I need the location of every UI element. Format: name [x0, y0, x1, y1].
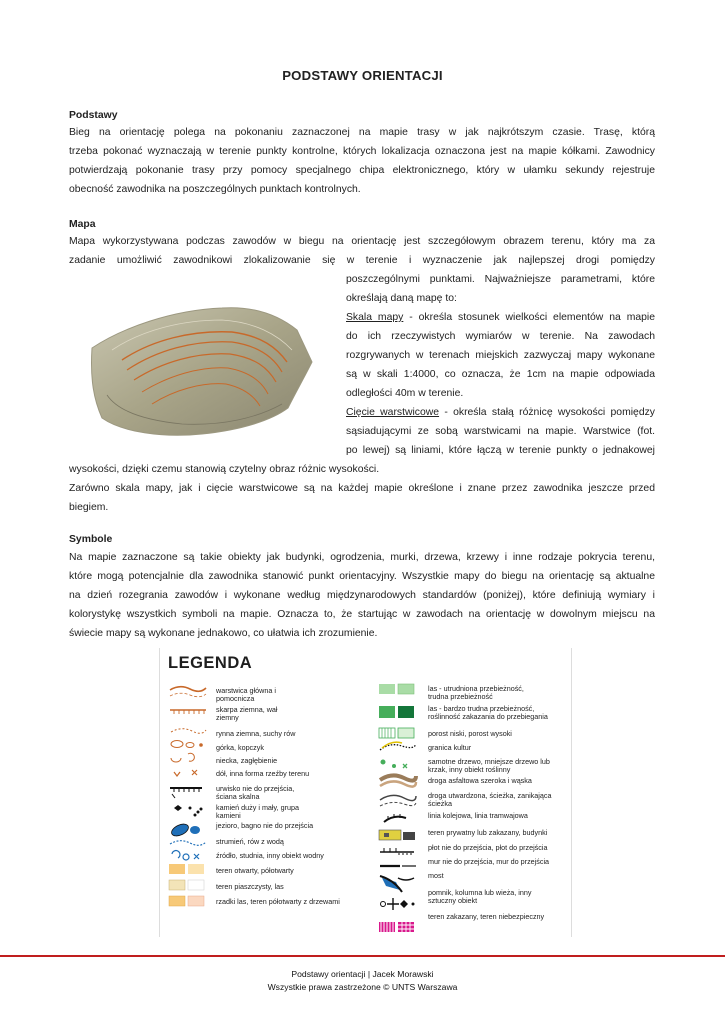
legend-left-symbols — [168, 684, 208, 934]
text-line: które mogą potencjalnie dla zawodnika stanowić punkt orientacyjny. Wszystkie mapy do biegu na orientację są aktualne — [69, 571, 655, 582]
legend-right-symbols — [378, 682, 418, 934]
legend-item-label: teren prywatny lub zakazany, budynki — [428, 828, 548, 837]
text-line: rozgrywanych w terenach miejskich zazwyczaj mapy wykonane — [346, 350, 655, 361]
legend-item-label: jezioro, bagno nie do przejścia — [216, 821, 314, 830]
text-line: Mapa wykorzystywana podczas zawodów w biegu na orientację jest szczegółowym obrazem terenu, który ma za — [69, 236, 655, 247]
legend-item-label: linia kolejowa, linia tramwajowa — [428, 811, 528, 820]
legend-item-label: teren zakazany, teren niebezpieczny — [428, 912, 545, 921]
terrain-contour-image — [82, 300, 316, 440]
text-line: Bieg na orientację polega na pokonaniu zaznaczonej na mapie trasy w jak najkrótszym czasie. Trasę, którą — [69, 127, 655, 138]
legend-item-label: granica kultur — [428, 743, 472, 752]
legend-item-label: pomnik, kolumna lub wieża, inny sztuczny obiekt — [428, 888, 532, 906]
legend-item-label: warstwica główna i pomocnicza — [216, 686, 276, 704]
legend-item-label: droga asfaltowa szeroka i wąska — [428, 776, 532, 785]
legend-item-label: teren piaszczysty, las — [216, 882, 284, 891]
term-definition: - określa stosunek wielkości elementów na mapie — [403, 312, 655, 323]
legend-item-label: urwisko nie do przejścia, ściana skalna — [216, 784, 295, 802]
page-footer — [0, 968, 725, 993]
legend-item-label: strumień, rów z wodą — [216, 837, 284, 846]
text-line: kolorystykę wszystkich symboli na mapie. Oznacza to, że startując w zawodach na orientację w dowolnym miejscu na — [69, 609, 655, 620]
text-line: sąsiadującymi ze sobą warstwicami na mapie. Warstwice (fot. — [346, 426, 655, 437]
text-line: wysokości, dzięki czemu stanowią czytelny obraz różnic wysokości. — [69, 464, 380, 475]
term-skala-mapy: Skala mapy — [346, 312, 404, 323]
text-line: na dzień rozegrania zawodów i wykonane według międzynarodowych standardów (poniżej), które definiują wymiary i — [69, 590, 655, 601]
footer-copyright: Wszystkie prawa zastrzeżone © UNTS Warszawa — [267, 981, 458, 992]
text-line — [346, 403, 655, 422]
term-ciecie-warstwicowe: Cięcie warstwicowe — [346, 407, 440, 418]
text-line: biegiem. — [69, 502, 109, 513]
legend-item-label: rynna ziemna, suchy rów — [216, 729, 296, 738]
paragraph-podstawy — [69, 123, 655, 199]
legend-item-label: most — [428, 871, 444, 880]
heading-symbole: Symbole — [69, 534, 113, 545]
text-line: są w skali 1:4000, co oznacza, że 1cm na mapie odpowiada — [346, 369, 655, 380]
text-line: po lewej) są liniami, które łączą w terenie punkty o jednakowej — [346, 445, 655, 456]
legend-item-label: skarpa ziemna, wał ziemny — [216, 705, 278, 723]
text-line: poszczególnymi punktami. Najważniejsze parametrami, które — [346, 274, 655, 285]
legend-item-label: źródło, studnia, inny obiekt wodny — [216, 851, 324, 860]
legend-item-label: droga utwardzona, ścieżka, zanikająca ścieżka — [428, 791, 552, 809]
text-line: obecność zawodnika na poszczególnych punktach kontrolnych. — [69, 184, 361, 195]
text-line: określają daną mapę to: — [346, 293, 457, 304]
text-line: zadanie umożliwić zawodnikowi zlokalizowanie się w terenie i wyznaczenie jak najlepszej drogi pomiędzy — [69, 255, 655, 266]
paragraph-symbole — [69, 548, 655, 643]
footer-author: Podstawy orientacji | Jacek Morawski — [291, 969, 434, 979]
text-line: potwierdzają pokonanie trasy przy pomocy specjalnego chipa elektronicznego, który w ułamku sekundy rejestruje — [69, 165, 655, 176]
text-line: trzeba pokonać wyznaczają w terenie punkty kontrolne, których lokalizacja oznaczona jest na mapie kółkami. Zawodnicy — [69, 146, 655, 157]
footer-rule — [0, 955, 725, 957]
legend-item-label: las - bardzo trudna przebieżność, roślinność zakazania do przebiegania — [428, 704, 548, 722]
legend-item-label: mur nie do przejścia, mur do przejścia — [428, 857, 550, 866]
paragraph-mapa-right — [346, 270, 655, 460]
legend-item-label: niecka, zagłębienie — [216, 756, 278, 765]
legend-item-label: las - utrudniona przebieżność, trudna przebieżność — [428, 684, 524, 702]
legend-item-label: rzadki las, teren półotwarty z drzewami — [216, 897, 340, 906]
paragraph-mapa-intro — [69, 232, 655, 270]
legend-item-label: dół, inna forma rzeźby terenu — [216, 769, 310, 778]
term-definition: - określa stałą różnicę wysokości pomiędzy — [439, 407, 655, 418]
text-line: Na mapie zaznaczone są takie obiekty jak budynki, ogrodzenia, murki, drzewa, krzewy i inne rodzaje pokrycia terenu, — [69, 552, 655, 563]
text-line: do ich rzeczywistych wymiarów w terenie. Na zawodach — [346, 331, 655, 342]
heading-podstawy: Podstawy — [69, 110, 118, 121]
legend-item-label: płot nie do przejścia, płot do przejścia — [428, 843, 548, 852]
legend-title: LEGENDA — [168, 654, 253, 672]
paragraph-mapa-after — [69, 460, 655, 517]
legend-panel — [159, 648, 572, 937]
text-line: odległości 40m w terenie. — [346, 388, 464, 399]
page-title: PODSTAWY ORIENTACJI — [282, 68, 443, 83]
legend-item-label: kamień duży i mały, grupa kamieni — [216, 803, 299, 821]
text-line: świecie mapy są wykonane jednakowo, co ułatwia ich zrozumienie. — [69, 628, 378, 639]
heading-mapa: Mapa — [69, 219, 96, 230]
legend-item-label: teren otwarty, półotwarty — [216, 866, 294, 875]
legend-item-label: porost niski, porost wysoki — [428, 729, 512, 738]
text-line: Zarówno skala mapy, jak i cięcie warstwicowe są na każdej mapie określone i znane przez zawodnika jeszcze przed — [69, 483, 655, 494]
legend-item-label: górka, kopczyk — [216, 743, 264, 752]
legend-item-label: samotne drzewo, mniejsze drzewo lub krzak, inny obiekt roślinny — [428, 757, 550, 775]
text-line — [346, 308, 655, 327]
